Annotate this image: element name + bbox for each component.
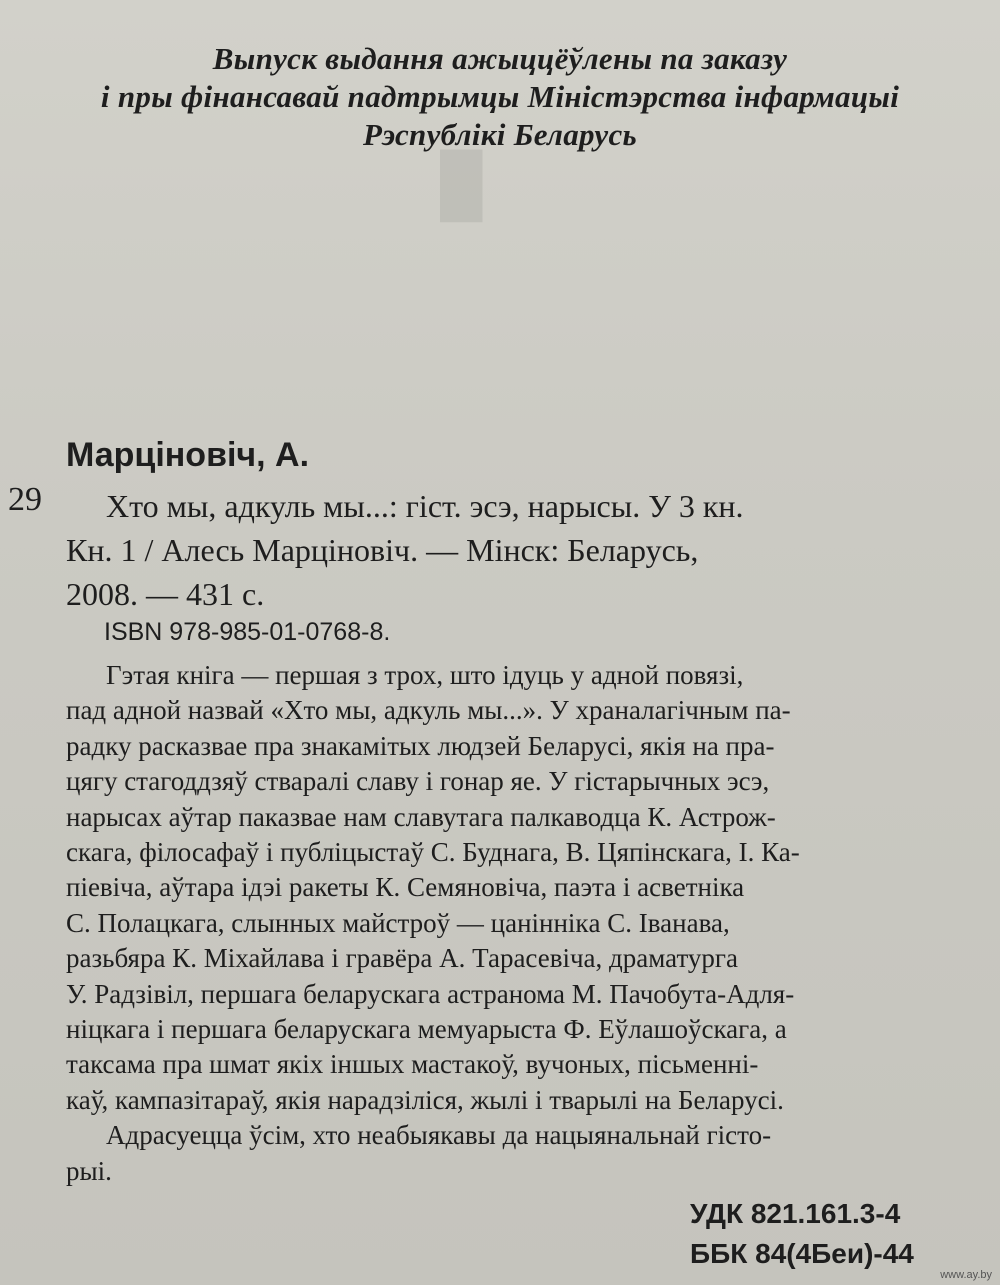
biblio-line: Хто мы, адкуль мы...: гіст. эсэ, нарысы. У 3 кн. xyxy=(106,488,744,524)
notice-line: і пры фінансавай падтрымцы Міністэрства інфармацыі xyxy=(100,79,900,114)
annotation-line: С. Полацкага, слынных майстроў — цаніннікa С. Іванава, xyxy=(66,907,730,938)
annotation-line: каў, кампазітараў, якія нарадзіліся, жылі і тварылі на Беларусі. xyxy=(66,1084,784,1115)
annotation-line: разьбяра К. Міхайлава і гравёра А. Тарасевіча, драматурга xyxy=(66,943,738,974)
address-line: рыі. xyxy=(66,1155,112,1186)
annotation-line: нарысах аўтар паказвае нам славутага палкаводца К. Астрож- xyxy=(66,801,776,832)
biblio-line: 2008. — 431 с. xyxy=(66,576,265,612)
annotation-line: ніцкага і першага беларускага мемуарыста Ф. Еўлашоўскага, а xyxy=(66,1014,787,1045)
annotation-line: скага, філосафаў і публіцыстаў С. Буднага, В. Цяпінскага, І. Ка- xyxy=(66,837,800,868)
biblio-line: Кн. 1 / Алесь Марціновіч. — Мінск: Беларусь, xyxy=(66,532,699,568)
udc-code: УДК 821.161.3-4 xyxy=(690,1198,901,1229)
site-watermark: www.ay.by xyxy=(940,1269,992,1281)
annotation xyxy=(66,658,946,1189)
address-line: Адрасуецца ўсім, хто неабыякавы да нацыянальнай гісто- xyxy=(106,1120,772,1151)
bibliographic-description xyxy=(66,484,936,616)
annotation-line: У. Радзівіл, першага беларускага астранома М. Пачобута-Адля- xyxy=(66,978,795,1009)
notice-line: Рэспублікі Беларусь xyxy=(362,117,637,152)
bbk-code: ББК 84(4Беи)-44 xyxy=(690,1238,914,1269)
annotation-line: радку расказвае пра знакамітых людзей Беларусі, якія на пра- xyxy=(66,730,775,761)
isbn: ISBN 978-985-01-0768-8. xyxy=(104,618,391,646)
notice-line: Выпуск выдання ажыццёўлены па заказу xyxy=(212,41,788,76)
classification-codes xyxy=(690,1194,914,1274)
annotation-line: цягу стагоддзяў стваралі славу і гонар яе. У гістарычных эсэ, xyxy=(66,766,770,797)
annotation-line: піевіча, аўтара ідэі ракеты К. Семяновіча, паэта і асветніка xyxy=(66,872,745,903)
show-through-text: █ xyxy=(440,151,483,217)
annotation-line: пад адной назвай «Хто мы, адкуль мы...». У храналагічным па- xyxy=(66,695,791,726)
publisher-notice xyxy=(40,40,960,154)
annotation-line: Гэтая кніга — першая з трох, што ідуць у адной повязі, xyxy=(106,660,744,690)
class-code: 29 xyxy=(8,481,42,518)
annotation-line: таксама пра шмат якіх іншых мастакоў, вучоных, пісьменні- xyxy=(66,1049,759,1080)
author-heading: Марціновіч, А. xyxy=(66,436,310,474)
